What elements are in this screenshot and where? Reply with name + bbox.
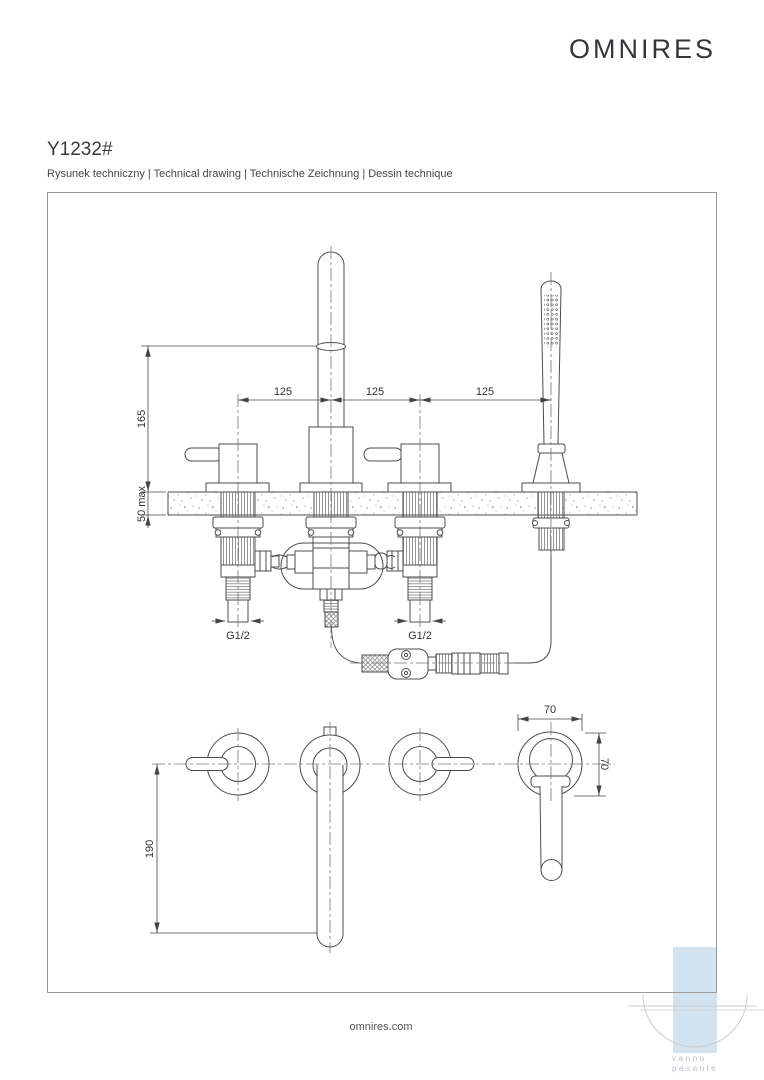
dim-label-thread-left: G1/2	[226, 630, 250, 642]
document-subtitle: Rysunek techniczny | Technical drawing | Technische Zeichnung | Dessin technique	[47, 168, 453, 180]
left-valve	[185, 444, 269, 492]
dim-label-height: 165	[136, 409, 148, 429]
dimensions	[136, 346, 610, 933]
top-view	[186, 727, 582, 947]
shower-hose-assembly	[362, 649, 508, 679]
right-valve-underdeck	[379, 517, 445, 622]
watermark-text-line1: vannu	[672, 1054, 707, 1063]
brand-logo: OMNIRES	[568, 34, 716, 64]
mixer-underdeck	[272, 517, 395, 663]
dim-label-top-width: 70	[543, 704, 557, 716]
watermark-text-line2: pasaule	[672, 1064, 719, 1073]
dim-label-deck-max: 50 max	[136, 485, 148, 523]
hand-shower	[508, 281, 580, 663]
left-valve-underdeck	[213, 517, 279, 622]
dim-label-spacing-mid: 125	[365, 386, 385, 398]
dim-label-spacing-left: 125	[273, 386, 293, 398]
watermark-text	[672, 1054, 718, 1074]
dim-label-reach: 190	[144, 839, 156, 859]
right-valve	[364, 444, 451, 492]
dim-label-thread-right: G1/2	[408, 630, 432, 642]
dim-label-top-height: 70	[598, 757, 610, 771]
top-hand-shower	[518, 732, 582, 881]
footer-website: omnires.com	[349, 1021, 413, 1033]
dim-label-spacing-right: 125	[475, 386, 495, 398]
product-code: Y1232#	[47, 139, 113, 160]
